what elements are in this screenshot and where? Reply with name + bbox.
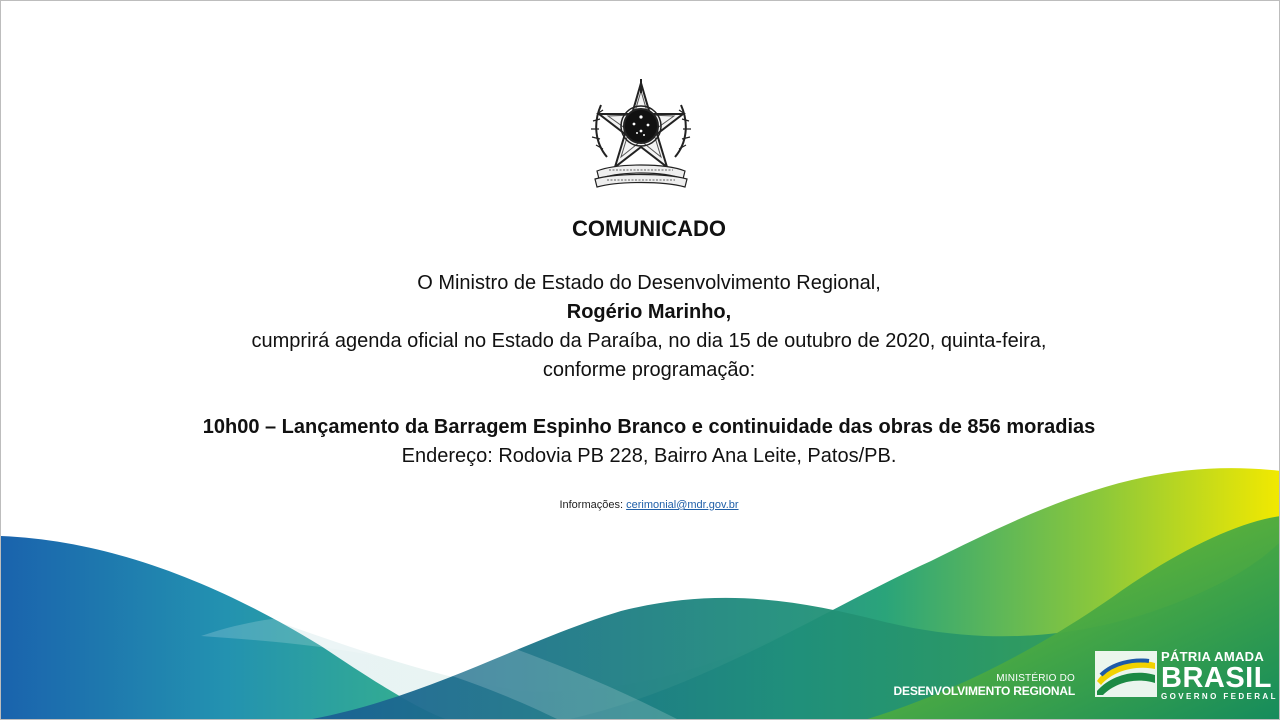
programme-intro: conforme programação: (542, 359, 756, 381)
contact-label: Informações: (559, 499, 627, 511)
intro-line: O Ministro de Estado do Desenvolvimento Regional, (417, 272, 881, 294)
communique-body (1, 1, 1280, 720)
agenda-description: cumprirá agenda oficial no Estado da Paraíba, no dia 15 de outubro de 2020, quinta-feira, (251, 330, 1047, 352)
ministry-line2: DESENVOLVIMENTO REGIONAL (893, 684, 1075, 698)
page-title: COMUNICADO (572, 216, 726, 241)
patria-amada-brasil-logo (1161, 650, 1278, 701)
contact-info (1, 499, 1280, 511)
brand-line3: GOVERNO FEDERAL (1161, 692, 1278, 701)
contact-email-link[interactable]: cerimonial@mdr.gov.br (626, 499, 739, 511)
minister-name: Rogério Marinho, (566, 301, 732, 323)
brand-line2: BRASIL (1161, 662, 1272, 694)
event-address: Endereço: Rodovia PB 228, Bairro Ana Leite, Patos/PB. (401, 445, 897, 467)
agenda-event: 10h00 – Lançamento da Barragem Espinho Branco e continuidade das obras de 856 moradias (202, 416, 1096, 438)
ministry-logo (894, 672, 1075, 698)
brand-line1: PÁTRIA AMADA (1161, 649, 1265, 664)
brazil-flag-icon (1095, 651, 1157, 697)
ministry-line1: MINISTÉRIO DO (996, 673, 1075, 684)
